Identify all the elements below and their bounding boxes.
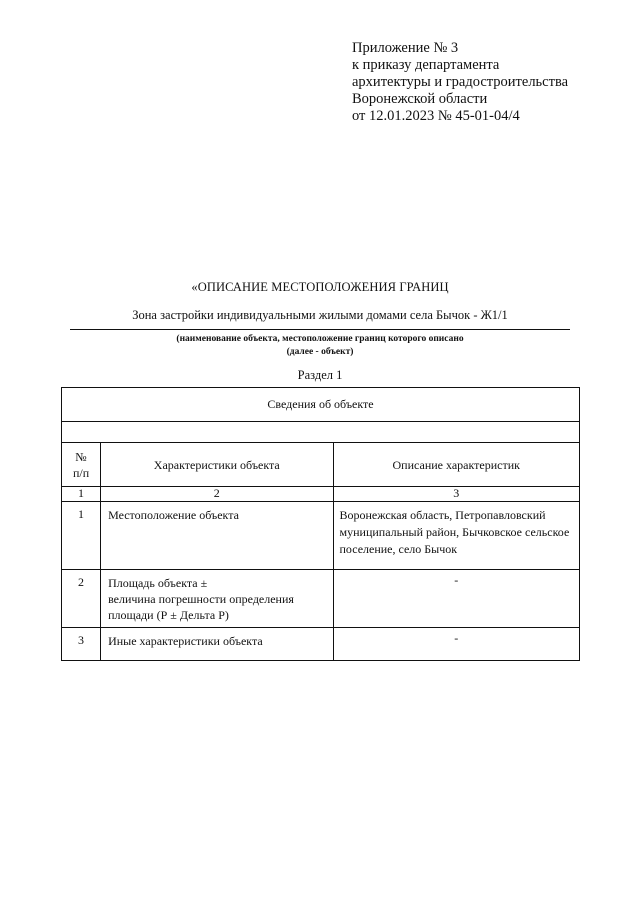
table-header-row: [62, 443, 580, 487]
row-characteristic-text: Площадь объекта ± величина погрешности определения площади (Р ± Дельта Р): [108, 576, 294, 622]
row-description: Воронежская область, Петропавловский муниципальный район, Бычковское сельское поселение, село Бычок: [333, 502, 580, 570]
table-empty-row: [62, 422, 580, 443]
section-heading: Раздел 1: [297, 368, 343, 382]
appendix-line: к приказу департамента: [352, 57, 500, 73]
zone-name: Зона застройки индивидуальными жилыми домами села Бычок - Ж1/1: [132, 308, 508, 322]
note-line: (наименование объекта, местоположение границ которого описано: [176, 334, 464, 344]
empty-cell: [62, 422, 580, 443]
object-note: [0, 333, 640, 359]
column-number: 2: [101, 487, 333, 502]
row-num: 3: [62, 628, 101, 661]
row-characteristic: Иные характеристики объекта: [101, 628, 333, 661]
table-row: [62, 628, 580, 661]
appendix-line: архитектуры и градостроительства: [352, 74, 569, 90]
document-title: «ОПИСАНИЕ МЕСТОПОЛОЖЕНИЯ ГРАНИЦ: [191, 280, 449, 294]
appendix-line: Приложение № 3: [352, 40, 459, 56]
appendix-line: от 12.01.2023 № 45-01-04/4: [352, 108, 520, 124]
table-row: [62, 502, 580, 570]
row-description: -: [333, 628, 580, 661]
header-num: [62, 443, 101, 487]
header-characteristic: Характеристики объекта: [101, 443, 333, 487]
appendix-block: [352, 40, 568, 125]
header-description: Описание характеристик: [333, 443, 580, 487]
table-caption-row: [62, 388, 580, 422]
underline-rule: [70, 329, 570, 330]
table-row: [62, 570, 580, 628]
row-num: 2: [62, 570, 101, 628]
column-number: 3: [333, 487, 580, 502]
row-characteristic: [101, 570, 333, 628]
column-number-row: [62, 487, 580, 502]
row-num: 1: [62, 502, 101, 570]
table-caption: Сведения об объекте: [62, 388, 580, 422]
object-info-table: [61, 387, 580, 661]
appendix-line: Воронежской области: [352, 91, 488, 107]
note-line: (далее - объект): [286, 347, 354, 357]
column-number: 1: [62, 487, 101, 502]
row-description: -: [333, 570, 580, 628]
header-num-label: № п/п: [72, 449, 90, 480]
row-characteristic: Местоположение объекта: [101, 502, 333, 570]
